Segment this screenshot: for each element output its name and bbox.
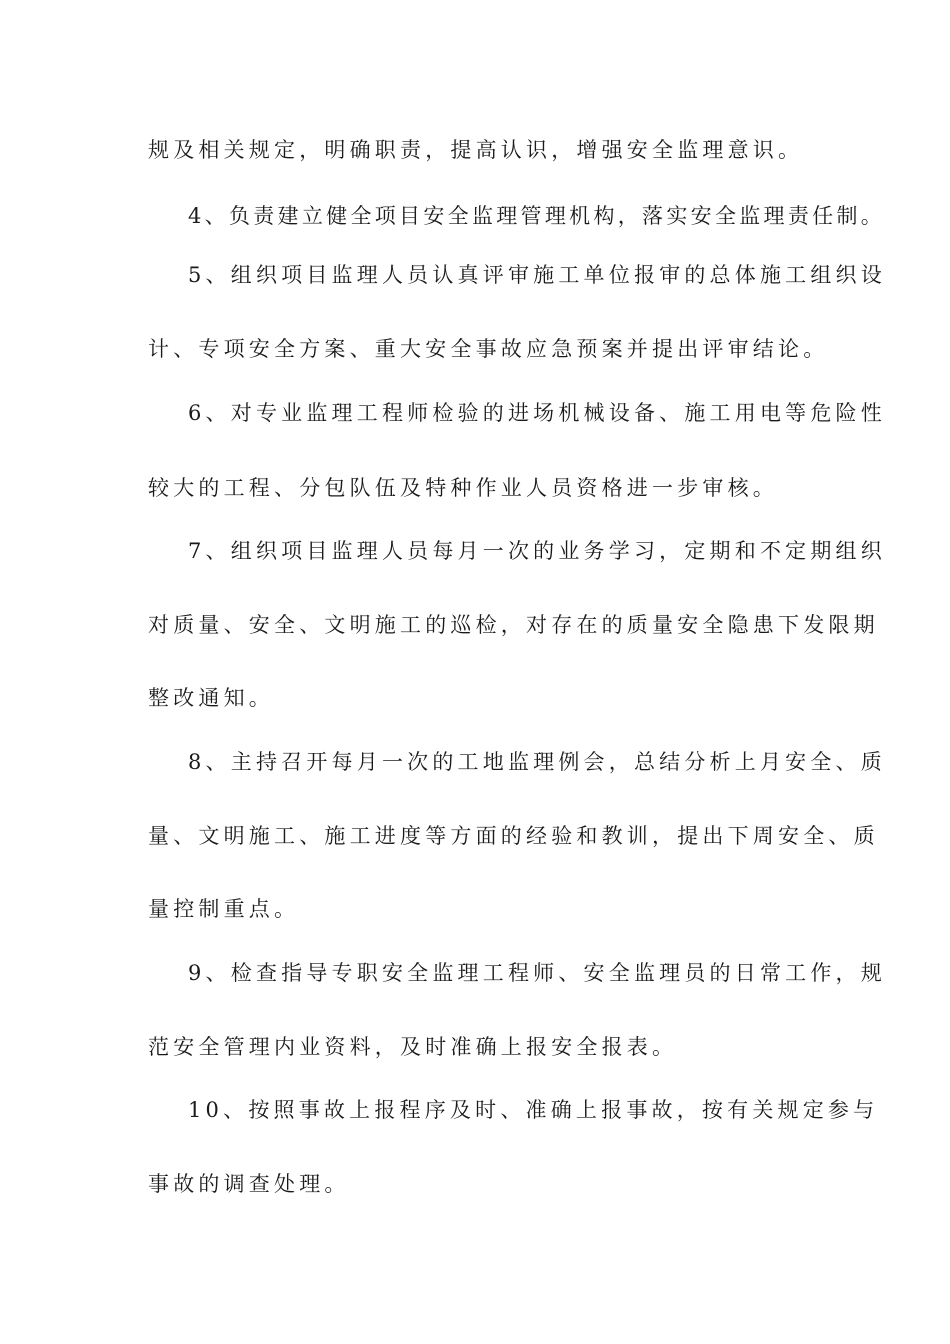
text-line-content: 8、主持召开每月一次的工地监理例会，总结分析上月安全、质 (188, 750, 886, 774)
text-line (0, 468, 950, 508)
text-line-content: 范安全管理内业资料，及时准确上报安全报表。 (148, 1035, 678, 1059)
text-line (0, 605, 950, 645)
text-line-content: 6、对专业监理工程师检验的进场机械设备、施工用电等危险性 (188, 401, 886, 425)
text-line-content: 规及相关规定，明确职责，提高认识，增强安全监理意识。 (148, 138, 804, 162)
text-line-content: 计、专项安全方案、重大安全事故应急预案并提出评审结论。 (148, 337, 829, 361)
text-line (0, 953, 950, 993)
text-line-content: 4、负责建立健全项目安全监理管理机构，落实安全监理责任制。 (188, 204, 886, 228)
text-line (0, 196, 950, 236)
text-line (0, 393, 950, 433)
text-line (0, 1027, 950, 1067)
text-line (0, 1164, 950, 1204)
text-line-content: 对质量、安全、文明施工的巡检，对存在的质量安全隐患下发限期 (148, 613, 879, 637)
text-line-content: 9、检查指导专职安全监理工程师、安全监理员的日常工作，规 (188, 961, 886, 985)
text-line (0, 678, 950, 718)
text-line (0, 1090, 950, 1130)
text-line-content: 5、组织项目监理人员认真评审施工单位报审的总体施工组织设 (188, 263, 886, 287)
text-line (0, 531, 950, 571)
text-line (0, 329, 950, 369)
text-line (0, 816, 950, 856)
text-line-content: 10、按照事故上报程序及时、准确上报事故，按有关规定参与 (188, 1098, 879, 1122)
text-line-content: 整改通知。 (148, 686, 274, 710)
text-line-content: 量控制重点。 (148, 897, 300, 921)
text-line-content: 7、组织项目监理人员每月一次的业务学习，定期和不定期组织 (188, 539, 886, 563)
text-line (0, 889, 950, 929)
text-line (0, 742, 950, 782)
text-line-content: 事故的调查处理。 (148, 1172, 350, 1196)
text-line (0, 255, 950, 295)
text-line-content: 较大的工程、分包队伍及特种作业人员资格进一步审核。 (148, 476, 778, 500)
text-line (0, 130, 950, 170)
text-line-content: 量、文明施工、施工进度等方面的经验和教训，提出下周安全、质 (148, 824, 879, 848)
